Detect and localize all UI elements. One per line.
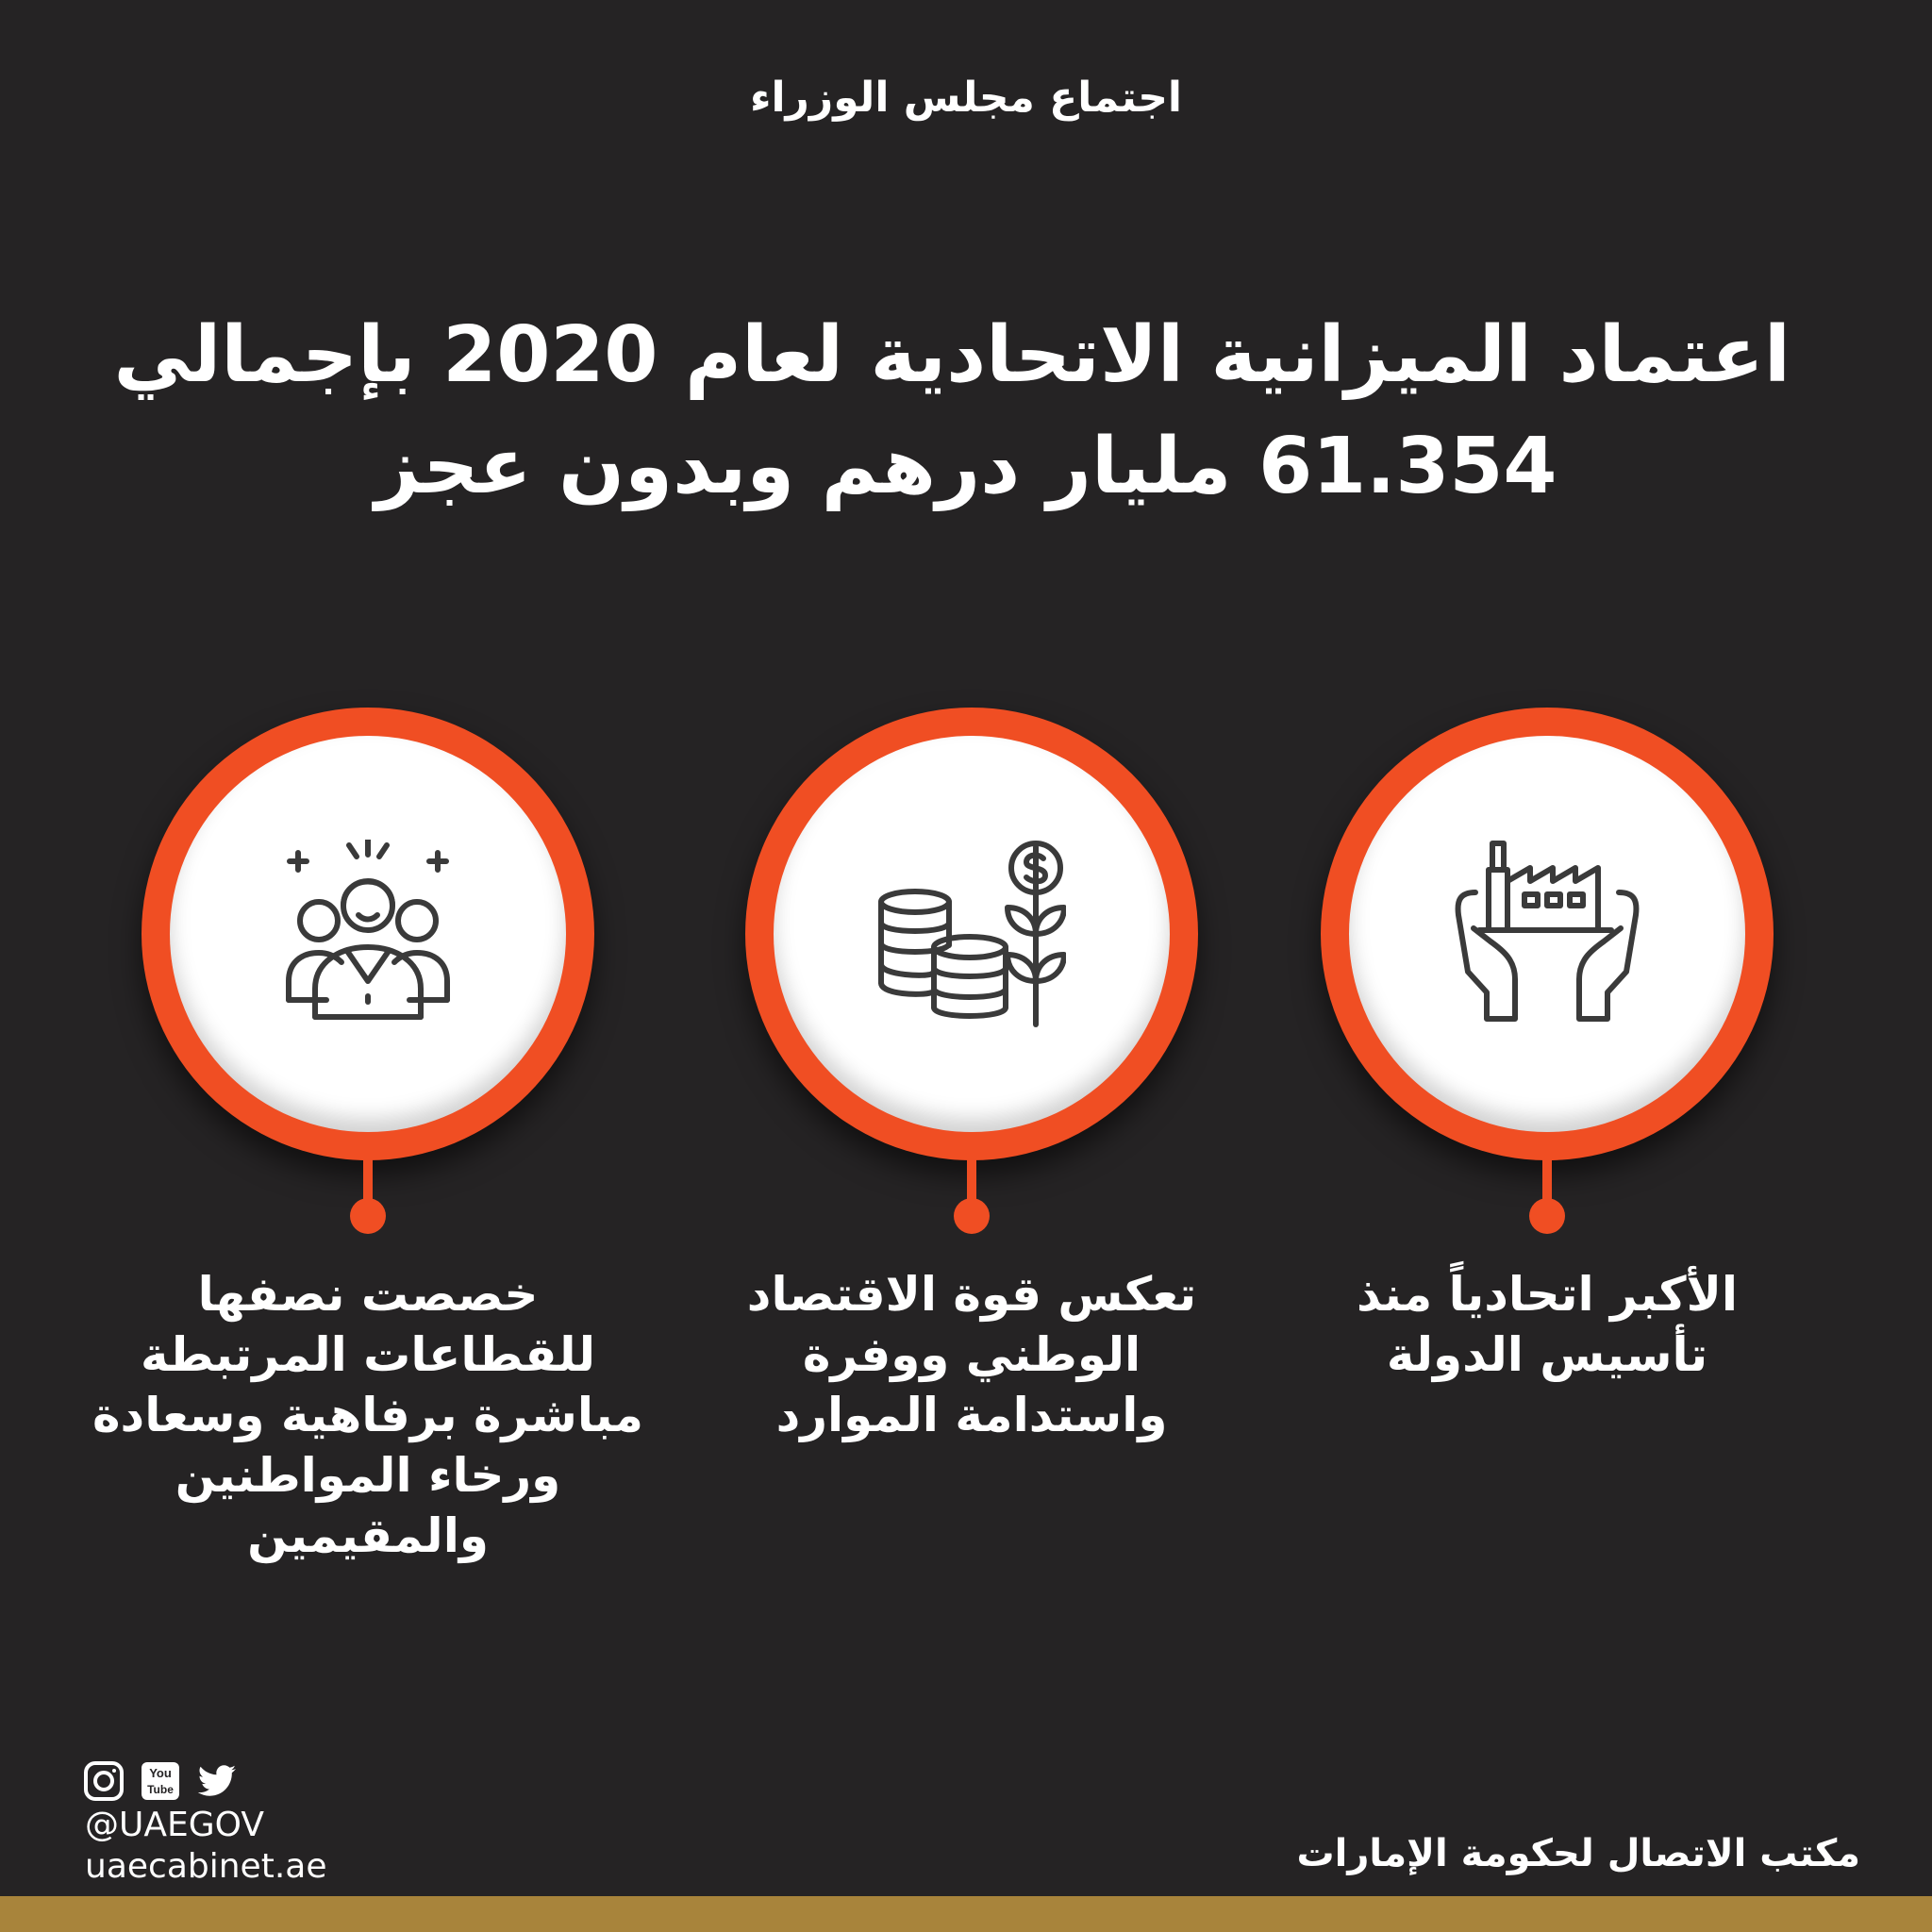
social-icons [83, 1760, 238, 1802]
caption-line: مباشرة برفاهية وسعادة [92, 1388, 643, 1442]
card-ring [1321, 708, 1774, 1160]
caption-economy-strength [689, 1264, 1255, 1445]
connector-dot [954, 1198, 990, 1234]
card-largest-budget [1321, 708, 1774, 1236]
caption-line: تعكس قوة الاقتصاد [746, 1267, 1197, 1322]
connector-dot [350, 1198, 386, 1234]
website-link[interactable]: uaecabinet.ae [85, 1847, 327, 1886]
card-disc [170, 736, 566, 1132]
card-disc [774, 736, 1170, 1132]
happy-people-icon [274, 840, 462, 1028]
caption-line: والمقيمين [247, 1508, 489, 1563]
headline [113, 300, 1790, 523]
footer-gold-bar [0, 1896, 1932, 1932]
connector-dot [1529, 1198, 1565, 1234]
card-welfare-allocation [142, 708, 594, 1236]
caption-line: واستدامة الموارد [775, 1388, 1168, 1442]
youtube-icon[interactable] [140, 1760, 181, 1802]
hands-factory-icon [1453, 840, 1641, 1028]
headline-line-1: اعتماد الميزانية الاتحادية لعام 2020 بإجمالي [113, 310, 1790, 400]
card-economy-strength [745, 708, 1198, 1236]
card-ring [745, 708, 1198, 1160]
office-label: مكتب الاتصال لحكومة الإمارات [1296, 1832, 1860, 1875]
card-disc [1349, 736, 1745, 1132]
header-label: اجتماع مجلس الوزراء [749, 74, 1182, 122]
caption-largest-budget [1264, 1264, 1830, 1385]
caption-line: تأسيس الدولة [1386, 1327, 1708, 1382]
caption-line: للقطاعات المرتبطة [141, 1327, 595, 1382]
caption-line: الأكبر اتحادياً منذ [1357, 1267, 1738, 1322]
coins-plant-icon [877, 840, 1066, 1028]
caption-welfare-allocation [85, 1264, 651, 1566]
youtube-text-bottom: Tube [147, 1783, 174, 1796]
caption-line: ورخاء المواطنين [175, 1448, 561, 1503]
caption-line: خصصت نصفها [197, 1267, 539, 1322]
headline-line-2: 61.354 مليار درهم وبدون عجز [375, 422, 1557, 511]
social-handle: @UAEGOV [85, 1806, 264, 1844]
caption-line: الوطني ووفرة [802, 1327, 1141, 1382]
instagram-icon[interactable] [83, 1760, 125, 1802]
youtube-text-top: You [149, 1766, 172, 1780]
twitter-icon[interactable] [196, 1760, 238, 1802]
card-ring [142, 708, 594, 1160]
